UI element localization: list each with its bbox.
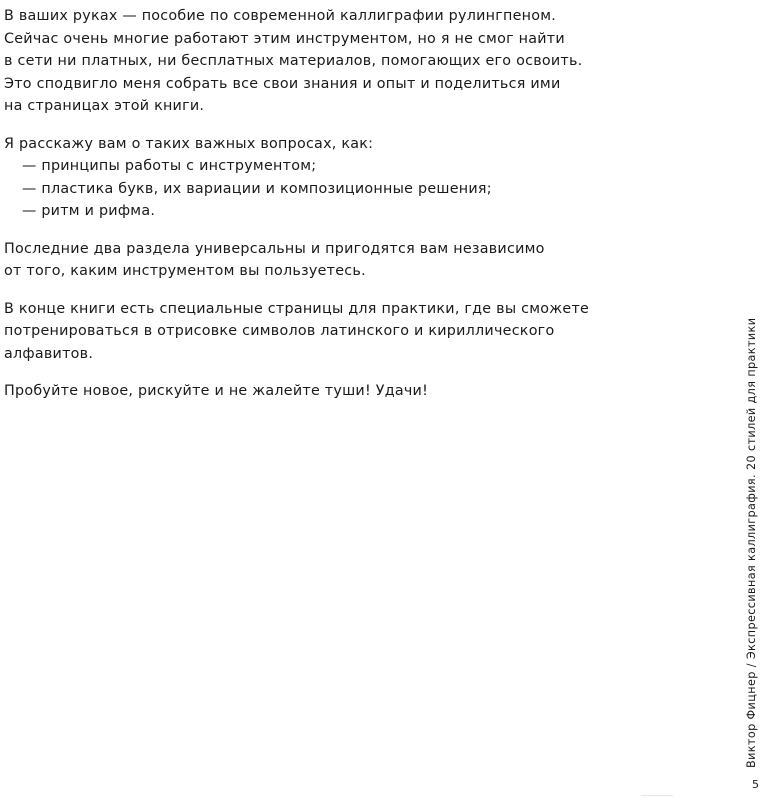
- practice-line: В конце книги есть специальные страницы для практики, где вы сможете: [4, 300, 590, 317]
- closing-paragraph: [4, 380, 644, 403]
- intro-line: на страницах этой книги.: [4, 98, 205, 114]
- closing-line: Пробуйте новое, рискуйте и не жалейте туши! Удачи!: [4, 383, 429, 399]
- intro-line: Сейчас очень многие работают этим инструментом, но я не смог найти: [4, 30, 565, 47]
- universal-line: от того, каким инструментом вы пользуетесь.: [4, 263, 366, 279]
- intro-line: В ваших руках — пособие по современной каллиграфии рулингпеном.: [4, 8, 557, 24]
- topics-lead: Я расскажу вам о таких важных вопросах, как:: [4, 135, 374, 152]
- topic-item: — пластика букв, их вариации и композиционные решения;: [22, 180, 492, 197]
- practice-paragraph: [4, 298, 644, 366]
- universal-paragraph: [4, 238, 644, 283]
- page-body: [4, 5, 644, 418]
- bottom-divider: [641, 795, 673, 796]
- intro-line: в сети ни платных, ни бесплатных материалов, помогающих его освоить.: [4, 53, 583, 69]
- topic-item: — принципы работы с инструментом;: [22, 158, 317, 174]
- page-number: 5: [752, 778, 759, 791]
- practice-line: потренироваться в отрисовке символов латинского и кириллического: [4, 323, 555, 339]
- intro-paragraph: [4, 5, 644, 118]
- intro-line: Это сподвигло меня собрать все свои знания и опыт и поделиться ими: [4, 75, 561, 92]
- topic-item: — ритм и рифма.: [22, 203, 156, 219]
- topics-block: [4, 133, 644, 223]
- practice-line: алфавитов.: [4, 345, 94, 362]
- universal-line: Последние два раздела универсальны и пригодятся вам независимо: [4, 240, 545, 257]
- running-head: Виктор Фицнер / Экспрессивная каллиграфия. 20 стилей для практики: [745, 317, 758, 768]
